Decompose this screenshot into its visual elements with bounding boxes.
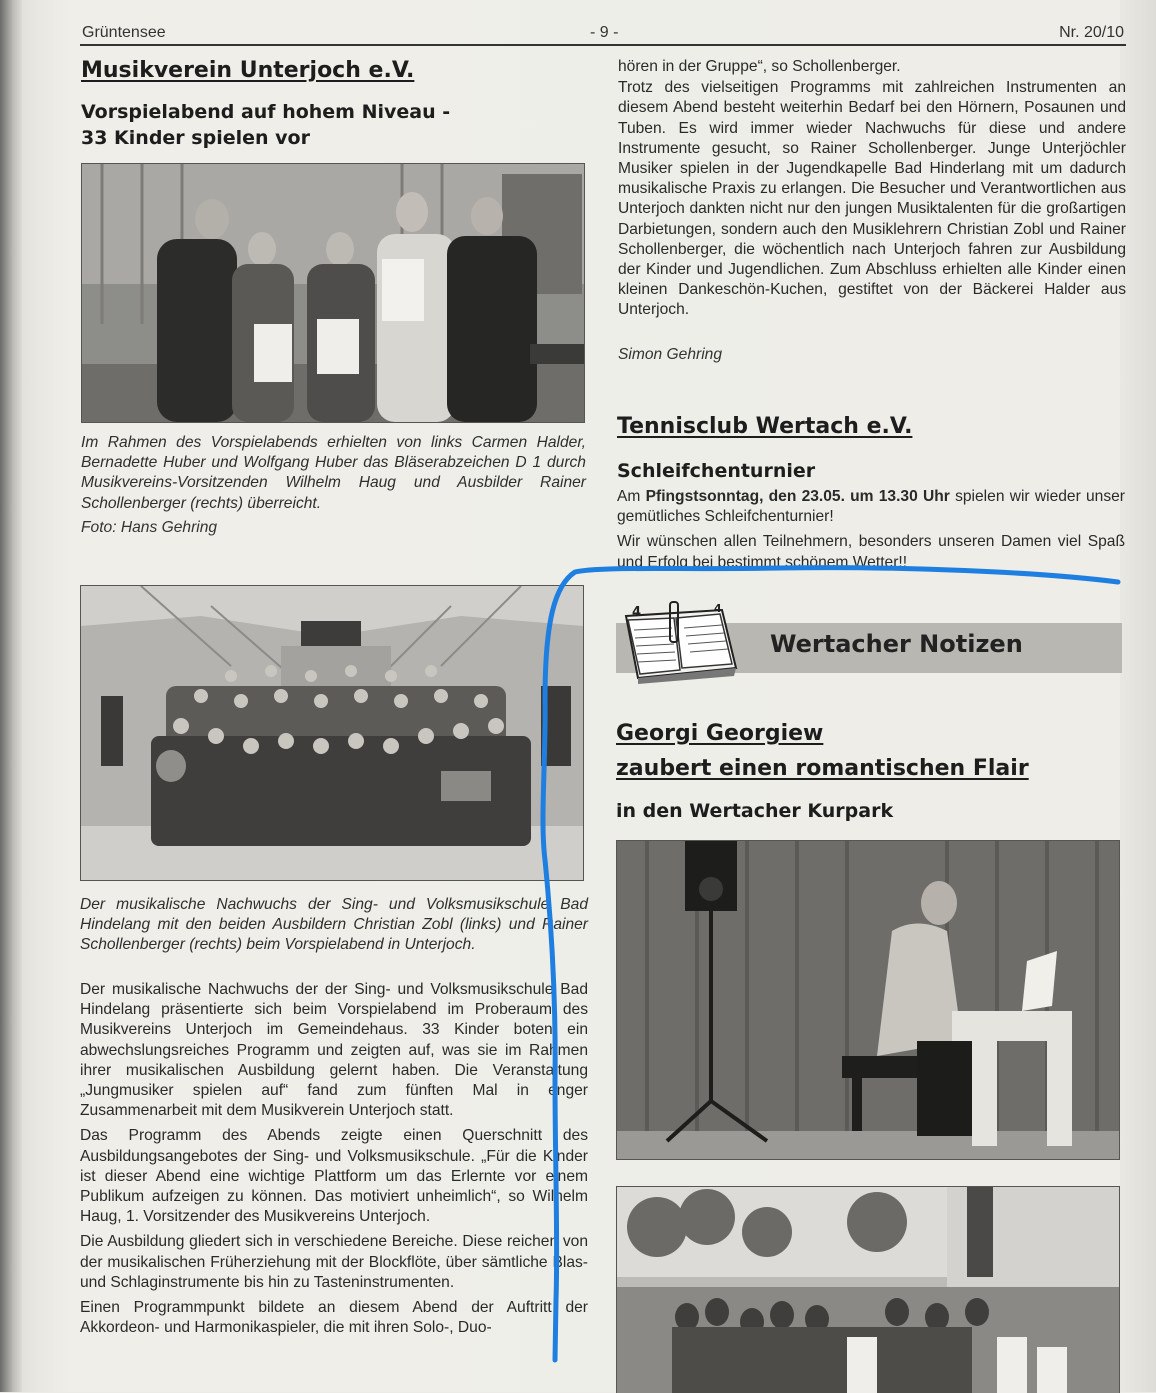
article2-p1-suffix: spielen wir wieder unser gemütliches Schleifchenturnier! (617, 488, 1125, 526)
svg-text:4: 4 (632, 605, 642, 620)
photo1-credit: Foto: Hans Gehring (81, 519, 218, 536)
article2-subtitle: Schleifchenturnier (617, 460, 816, 482)
article1-subtitle-line1: Vorspielabend auf hohem Niveau - (81, 101, 451, 123)
article1-paragraph-3: Die Ausbildung gliedert sich in verschiedene Bereiche. Diese reichen von der musikalischen Früherziehung mit der Blockflöte, über sämtliche Blas- und Schlaginstrumente bis hin zu Tasteninstrumenten. (80, 1233, 588, 1291)
photo-award-ceremony (81, 163, 585, 423)
header-publication: Grüntensee (82, 24, 166, 41)
article3-title-line1: Georgi Georgiew (616, 721, 824, 746)
photo2-caption: Der musikalische Nachwuchs der Sing- und Volksmusikschule Bad Hindelang mit den beiden Ausbildern Christian Zobl (links) und Rainer Schollenberger (rechts) beim Vorspielabend in Unterjoch. (80, 896, 588, 954)
article3-title-line2: zaubert einen romantischen Flair (616, 756, 1029, 781)
article2-body (617, 487, 1125, 578)
photo-group-children (80, 585, 584, 881)
article1-paragraph-5: Trotz des vielseitigen Programms mit zahlreichen Instrumenten an diesem Abend besteht weiterhin Bedarf bei den Hörnern, Posaunen und Tuben. Es wird immer wieder Nachwuchs für diese und andere Instrumente gesucht, so Rainer Schollenberger. Junge Unterjöchler Musiker spielen in der Jugendkapelle Bad Hinderlang mit um dadurch musikalische Praxis zu erlangen. Die Besucher und Verantwortlichen aus Unterjoch dankten nicht nur den jungen Musiktalenten für die großartigen Darbietungen, sondern auch den Musiklehrern Christian Zobl und Rainer Schollenberger, die wöchentlich nach Unterjoch fahren zur Ausbildung der Kinder und Jugendlichen. Zum Abschluss erhielten alle Kinder einen kleinen Dankeschön-Kuchen, gestiftet von der Bäckerei Halder aus Unterjoch. (618, 79, 1126, 319)
article2-title: Tennisclub Wertach e.V. (617, 414, 913, 439)
article3-subtitle: in den Wertacher Kurpark (616, 800, 894, 822)
article1-title: Musikverein Unterjoch e.V. (81, 58, 415, 83)
calendar-icon (618, 598, 738, 684)
article2-paragraph-2: Wir wünschen allen Teilnehmern, besonders unseren Damen viel Spaß und Erfolg bei bestimmt schönem Wetter!! (617, 533, 1125, 571)
article1-paragraph-4: Einen Programmpunkt bildete an diesem Abend der Auftritt der Akkordeon- und Harmonikaspieler, die mit ihren Solo-, Duo- (80, 1299, 588, 1337)
page-edge-shadow (0, 0, 22, 1392)
photo1-caption: Im Rahmen des Vorspielabends erhielten von links Carmen Halder, Bernadette Huber und Wolfgang Huber das Bläserabzeichen D 1 durch Musikvereins-Vorsitzenden Wilhelm Haug und Ausbilder Rainer Schollenberger (rechts) überreicht. (81, 434, 586, 512)
article1-body-left (80, 980, 588, 1343)
article2-date-time: Pfingstsonntag, den 23.05. um 13.30 Uhr (645, 488, 950, 505)
article1-continuation: hören in der Gruppe“, so Schollenberger. (618, 58, 901, 75)
article1-author: Simon Gehring (618, 346, 723, 363)
header-page-number: - 9 - (590, 24, 619, 41)
section-banner-title: Wertacher Notizen (770, 630, 1023, 658)
photo-pianist (616, 840, 1120, 1160)
page-header (80, 24, 1126, 46)
photo-audience-park (616, 1186, 1120, 1393)
svg-text:4: 4 (714, 602, 722, 615)
article1-paragraph-1: Der musikalische Nachwuchs der der Sing- und Volksmusikschule Bad Hindelang präsentierte sich beim Vorspielabend im Proberaum des Musikvereins Unterjoch im Gemeindehaus. 33 Kinder boten ein abwechslungsreiches Programm und zeigten auf, was sie im Rahmen ihrer musikalischen Ausbildung gelernt haben. Die Veranstaltung „Jungmusiker spielen auf“ fand zum fünften Mal in enger Zusammenarbeit mit dem Musikverein Unterjoch statt. (80, 981, 588, 1120)
article1-paragraph-2: Das Programm des Abends zeigte einen Querschnitt des Ausbildungsangebotes der Sing- und Volksmusikschule. „Für die Kinder ist dieser Abend eine wichtige Plattform um das Erlernte vor einem Publikum aufzeigen zu können. Das motiviert unheimlich“, so Wilhelm Haug, 1. Vorsitzender des Musikvereins Unterjoch. (80, 1127, 588, 1226)
header-issue: Nr. 20/10 (1059, 24, 1124, 41)
article2-p1-prefix: Am (617, 488, 646, 505)
article1-subtitle-line2: 33 Kinder spielen vor (81, 127, 310, 149)
article1-body-right (618, 57, 1126, 326)
